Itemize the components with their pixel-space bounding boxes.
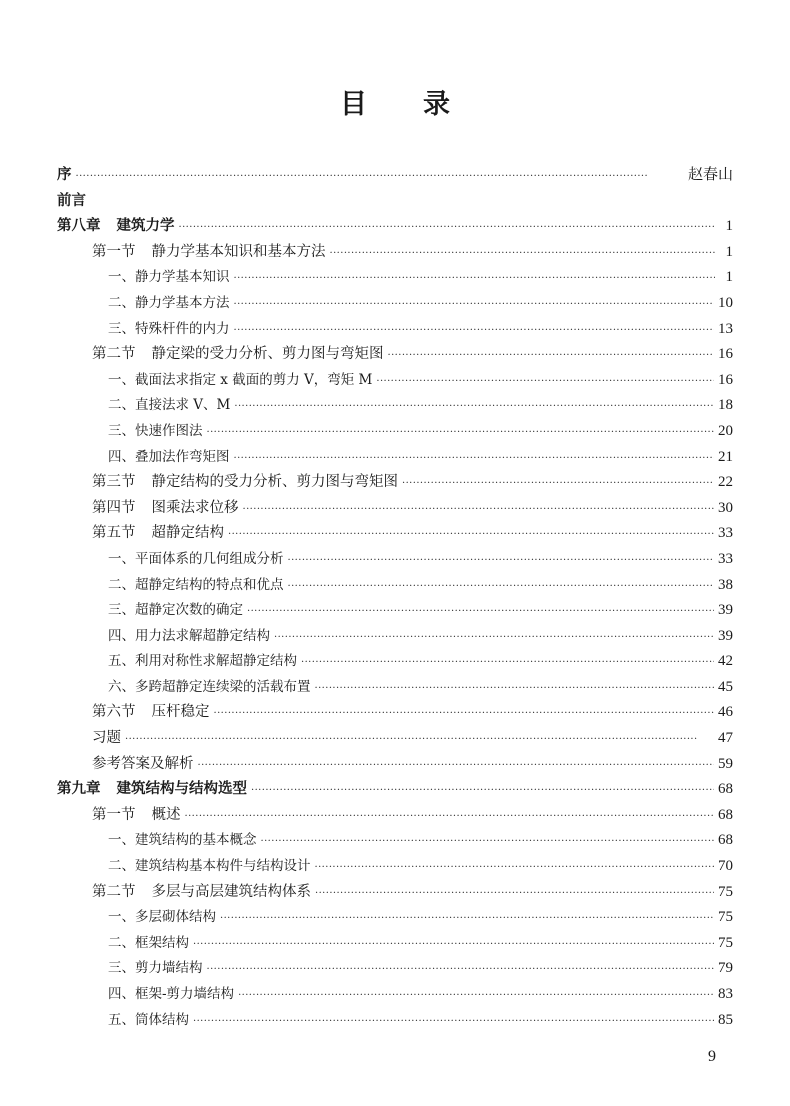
toc-subsection[interactable] bbox=[57, 317, 733, 343]
toc-entry-title: 四、框架-剪力墙结构 bbox=[108, 986, 235, 1002]
toc-section[interactable] bbox=[57, 470, 733, 496]
toc-entry-page: 38 bbox=[718, 576, 733, 593]
toc-entry-title: 五、筒体结构 bbox=[108, 1011, 189, 1028]
toc-entry-title: 六、多跨超静定连续梁的活载布置 bbox=[108, 678, 311, 695]
dot-leader bbox=[198, 760, 715, 771]
dot-leader bbox=[228, 529, 714, 540]
toc-entry-number: 第四节 bbox=[92, 499, 136, 516]
page-title bbox=[0, 82, 790, 121]
toc-entry-number: 第九章 bbox=[57, 781, 101, 798]
dot-leader bbox=[288, 555, 715, 566]
dot-leader bbox=[274, 632, 714, 643]
toc-entry-title: 二、超静定结构的特点和优点 bbox=[108, 576, 284, 593]
dot-leader bbox=[193, 939, 714, 950]
toc-entry-title: 三、超静定次数的确定 bbox=[108, 602, 243, 619]
toc-entry-page: 68 bbox=[718, 806, 733, 823]
toc-section[interactable] bbox=[57, 521, 733, 547]
toc-entry-title: 一、建筑结构的基本概念 bbox=[108, 832, 257, 849]
toc-entry-page: 68 bbox=[718, 781, 733, 798]
toc-entry-page: 83 bbox=[718, 986, 733, 1002]
toc-chapter[interactable] bbox=[57, 214, 733, 240]
toc-section[interactable] bbox=[57, 803, 733, 829]
dot-leader bbox=[234, 325, 715, 336]
dot-leader bbox=[238, 990, 714, 1001]
toc-entry-title: 图乘法求位移 bbox=[151, 499, 239, 516]
dot-leader bbox=[234, 453, 715, 464]
dot-leader bbox=[261, 836, 715, 847]
dot-leader bbox=[207, 964, 715, 975]
toc-entry-page: 赵春山 bbox=[687, 167, 733, 183]
toc-entry-page: 33 bbox=[718, 550, 733, 567]
toc-entry-title: 二、框架结构 bbox=[108, 934, 189, 951]
toc-entry-page: 22 bbox=[718, 474, 733, 491]
toc-entry-title: 参考答案及解析 bbox=[92, 755, 194, 772]
toc-subsection[interactable] bbox=[57, 291, 733, 317]
toc-entry-title: 静力学基本知识和基本方法 bbox=[151, 243, 326, 260]
toc-entry-title: 建筑结构与结构选型 bbox=[116, 781, 247, 798]
toc-entry-page: 45 bbox=[718, 678, 733, 695]
toc-subsection[interactable] bbox=[57, 393, 733, 419]
toc-subsection[interactable] bbox=[57, 905, 733, 931]
toc-entry-title: 前言 bbox=[57, 192, 86, 209]
toc-entry-title: 压杆稳定 bbox=[151, 704, 210, 721]
toc-entry-number: 第二节 bbox=[92, 883, 136, 900]
toc-entry-page: 46 bbox=[718, 704, 733, 721]
toc-entry-number: 第八章 bbox=[57, 218, 101, 235]
toc-entry-title: 多层与高层建筑结构体系 bbox=[151, 883, 311, 900]
toc-section[interactable] bbox=[57, 700, 733, 726]
toc-entry-title: 三、剪力墙结构 bbox=[108, 960, 203, 977]
toc-entry-page: 33 bbox=[718, 525, 733, 542]
dot-leader bbox=[214, 708, 715, 719]
toc-section[interactable] bbox=[57, 240, 733, 266]
toc-entry-title: 概述 bbox=[151, 806, 181, 823]
toc-entry-title: 静定梁的受力分析、剪力图与弯矩图 bbox=[151, 346, 384, 363]
toc-section[interactable] bbox=[57, 752, 733, 778]
dot-leader bbox=[315, 683, 715, 694]
toc-entry-page: 42 bbox=[718, 653, 733, 670]
toc-entry-number: 第一节 bbox=[92, 243, 136, 260]
toc-subsection[interactable] bbox=[57, 675, 733, 701]
toc-subsection[interactable] bbox=[57, 547, 733, 573]
toc-entry-page: 20 bbox=[718, 422, 733, 439]
page-title-char-1: 目 bbox=[340, 89, 367, 120]
toc-subsection[interactable] bbox=[57, 931, 733, 957]
toc-entry-page: 39 bbox=[718, 602, 733, 619]
toc-entry-title: 建筑力学 bbox=[116, 218, 175, 235]
toc-entry-page: 30 bbox=[718, 499, 733, 516]
toc-subsection[interactable] bbox=[57, 1008, 733, 1034]
toc-entry-page: 1 bbox=[725, 269, 733, 286]
toc-section[interactable] bbox=[57, 342, 733, 368]
dot-leader bbox=[234, 273, 716, 284]
toc-subsection[interactable] bbox=[57, 956, 733, 982]
toc-entry-page: 59 bbox=[718, 755, 733, 772]
toc-entry-title: 一、静力学基本知识 bbox=[108, 269, 230, 286]
toc-section[interactable] bbox=[57, 880, 733, 906]
toc-entry-title: 习题 bbox=[92, 730, 121, 747]
toc-chapter[interactable] bbox=[57, 777, 733, 803]
toc-entry-number: 第三节 bbox=[92, 474, 136, 491]
toc-subsection[interactable] bbox=[57, 368, 733, 394]
toc-entry-title: 二、建筑结构基本构件与结构设计 bbox=[108, 858, 311, 875]
toc-entry-title: 四、叠加法作弯矩图 bbox=[108, 448, 230, 465]
dot-leader bbox=[376, 376, 714, 387]
dot-leader bbox=[402, 478, 714, 489]
page-number: 9 bbox=[708, 1048, 716, 1065]
toc-entry-number: 第六节 bbox=[92, 704, 136, 721]
dot-leader bbox=[76, 171, 684, 182]
toc-entry-page: 47 bbox=[718, 730, 733, 747]
toc-subsection[interactable] bbox=[57, 828, 733, 854]
dot-leader bbox=[185, 811, 715, 822]
dot-leader bbox=[315, 862, 715, 873]
toc-entry-page: 68 bbox=[718, 832, 733, 849]
toc-subsection[interactable] bbox=[57, 445, 733, 471]
toc-entry-title: 五、利用对称性求解超静定结构 bbox=[108, 653, 297, 670]
table-of-contents bbox=[57, 163, 733, 1033]
toc-entry-page: 39 bbox=[718, 627, 733, 644]
toc-subsection[interactable] bbox=[57, 419, 733, 445]
toc-entry-title: 三、快速作图法 bbox=[108, 422, 203, 439]
toc-entry-title: 二、直接法求 V、M bbox=[108, 397, 231, 414]
toc-entry-title: 一、截面法求指定 x 截面的剪力 V，弯矩 M bbox=[108, 371, 373, 388]
toc-subsection[interactable] bbox=[57, 649, 733, 675]
toc-subsection[interactable] bbox=[57, 573, 733, 599]
dot-leader bbox=[234, 401, 714, 412]
toc-entry-page: 75 bbox=[718, 909, 733, 926]
toc-entry-page: 18 bbox=[718, 397, 733, 414]
dot-leader bbox=[125, 734, 714, 745]
toc-entry-number: 第一节 bbox=[92, 806, 136, 823]
toc-entry-page: 21 bbox=[718, 448, 733, 465]
toc-entry-page: 79 bbox=[718, 960, 733, 977]
toc-entry-number: 第五节 bbox=[92, 525, 136, 542]
dot-leader bbox=[220, 913, 714, 924]
dot-leader bbox=[179, 222, 716, 233]
toc-chapter[interactable] bbox=[57, 163, 733, 189]
toc-subsection[interactable] bbox=[57, 854, 733, 880]
toc-subsection[interactable] bbox=[57, 982, 733, 1008]
dot-leader bbox=[388, 350, 715, 361]
dot-leader bbox=[207, 427, 715, 438]
toc-entry-page: 16 bbox=[718, 346, 733, 363]
toc-entry-title: 超静定结构 bbox=[151, 525, 224, 542]
toc-entry-title: 三、特殊杆件的内力 bbox=[108, 320, 230, 337]
dot-leader bbox=[193, 1016, 714, 1027]
toc-entry-page: 75 bbox=[718, 883, 733, 900]
toc-chapter[interactable] bbox=[57, 189, 733, 215]
dot-leader bbox=[243, 504, 715, 515]
dot-leader bbox=[234, 299, 715, 310]
toc-entry-page: 10 bbox=[718, 294, 733, 311]
toc-entry-page: 70 bbox=[718, 858, 733, 875]
toc-entry-title: 二、静力学基本方法 bbox=[108, 294, 230, 311]
toc-entry-title: 静定结构的受力分析、剪力图与弯矩图 bbox=[151, 474, 398, 491]
dot-leader bbox=[330, 248, 716, 259]
dot-leader bbox=[301, 657, 714, 668]
dot-leader bbox=[315, 888, 714, 899]
toc-section[interactable] bbox=[57, 496, 733, 522]
toc-subsection[interactable] bbox=[57, 624, 733, 650]
toc-entry-number: 第二节 bbox=[92, 346, 136, 363]
dot-leader bbox=[247, 606, 714, 617]
toc-subsection[interactable] bbox=[57, 598, 733, 624]
toc-entry-page: 16 bbox=[718, 371, 733, 388]
toc-entry-page: 1 bbox=[725, 218, 733, 235]
page-title-char-2: 录 bbox=[423, 89, 450, 120]
toc-entry-title: 一、多层砌体结构 bbox=[108, 909, 216, 926]
toc-entry-title: 序 bbox=[57, 167, 72, 183]
toc-entry-page: 75 bbox=[718, 934, 733, 951]
toc-section[interactable] bbox=[57, 726, 733, 752]
toc-subsection[interactable] bbox=[57, 265, 733, 291]
toc-entry-title: 四、用力法求解超静定结构 bbox=[108, 627, 270, 644]
dot-leader bbox=[251, 785, 714, 796]
dot-leader bbox=[288, 581, 715, 592]
toc-entry-title: 一、平面体系的几何组成分析 bbox=[108, 550, 284, 567]
toc-entry-page: 85 bbox=[718, 1011, 733, 1028]
toc-entry-page: 13 bbox=[718, 320, 733, 337]
toc-entry-page: 1 bbox=[725, 243, 733, 260]
